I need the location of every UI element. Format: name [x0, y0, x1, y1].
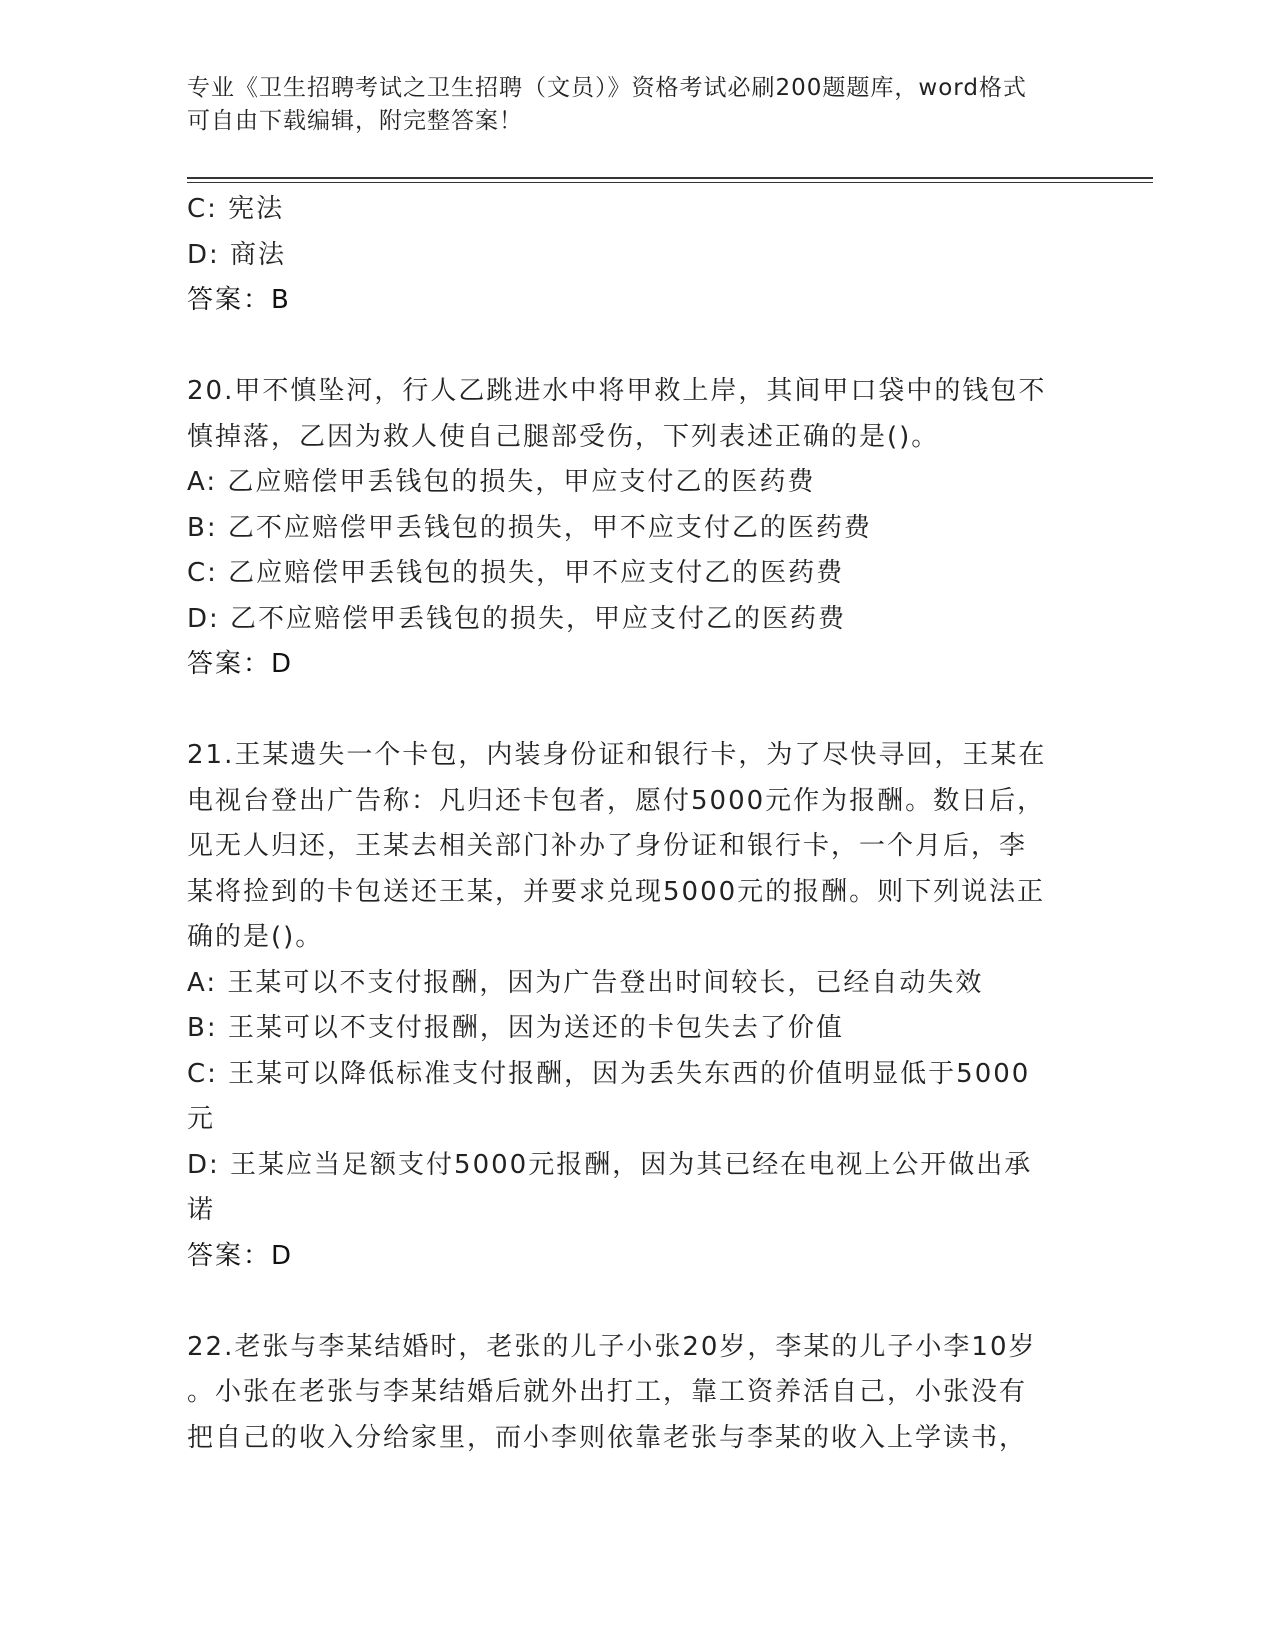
option-b: B: 乙不应赔偿甲丢钱包的损失，甲不应支付乙的医药费	[187, 512, 872, 543]
question-19-tail	[187, 187, 1087, 324]
option-c-continued: 元	[187, 1104, 216, 1134]
question-stem-line: 把自己的收入分给家里，而小李则依靠老张与李某的收入上学读书，	[187, 1422, 1028, 1453]
question-stem-line: 。小张在老张与李某结婚后就外出打工，靠工资养活自己，小张没有	[187, 1377, 1028, 1407]
answer: 答案：B	[187, 285, 291, 315]
header-divider-thin	[187, 182, 1153, 183]
header-title-line-1: 专业《卫生招聘考试之卫生招聘（文员）》资格考试必刷200题题库，word格式	[187, 75, 1027, 101]
question-20	[187, 369, 1087, 688]
question-stem-line: 见无人归还，王某去相关部门补办了身份证和银行卡，一个月后，李	[187, 831, 1028, 861]
answer: 答案：D	[187, 1240, 294, 1271]
option-a: A: 乙应赔偿甲丢钱包的损失，甲应支付乙的医药费	[187, 467, 816, 497]
question-stem-line: 慎掉落，乙因为救人使自己腿部受伤，下列表述正确的是()。	[187, 421, 940, 452]
spacer	[187, 324, 1087, 370]
header-divider-thick	[187, 177, 1153, 179]
option-d: D: 乙不应赔偿甲丢钱包的损失，甲应支付乙的医药费	[187, 603, 847, 634]
header-title-line-2: 可自由下载编辑，附完整答案！	[187, 108, 523, 134]
document-body	[187, 187, 1087, 1461]
option-c: C: 宪法	[187, 194, 285, 224]
option-a: A: 王某可以不支付报酬，因为广告登出时间较长，已经自动失效	[187, 967, 984, 998]
option-b: B: 王某可以不支付报酬，因为送还的卡包失去了价值	[187, 1013, 844, 1043]
question-stem-line: 21.王某遗失一个卡包，内装身份证和银行卡，为了尽快寻回，王某在	[187, 740, 1047, 770]
option-d-continued: 诺	[187, 1195, 216, 1225]
document-header	[187, 72, 1067, 138]
spacer	[187, 688, 1087, 734]
option-d: D: 商法	[187, 239, 287, 270]
spacer	[187, 1279, 1087, 1325]
question-stem-line: 某将捡到的卡包送还王某，并要求兑现5000元的报酬。则下列说法正	[187, 876, 1046, 907]
answer: 答案：D	[187, 649, 294, 679]
option-c: C: 乙应赔偿甲丢钱包的损失，甲不应支付乙的医药费	[187, 558, 845, 588]
question-stem-line: 20.甲不慎坠河，行人乙跳进水中将甲救上岸，其间甲口袋中的钱包不	[187, 376, 1047, 406]
option-d: D: 王某应当足额支付5000元报酬，因为其已经在电视上公开做出承	[187, 1149, 1033, 1180]
question-21	[187, 733, 1087, 1279]
question-22	[187, 1325, 1087, 1462]
option-c: C: 王某可以降低标准支付报酬，因为丢失东西的价值明显低于5000	[187, 1058, 1031, 1089]
question-stem-line: 电视台登出广告称：凡归还卡包者，愿付5000元作为报酬。数日后，	[187, 785, 1046, 816]
question-stem-line: 22.老张与李某结婚时，老张的儿子小张20岁，李某的儿子小李10岁	[187, 1331, 1037, 1362]
question-stem-line: 确的是()。	[187, 922, 324, 952]
